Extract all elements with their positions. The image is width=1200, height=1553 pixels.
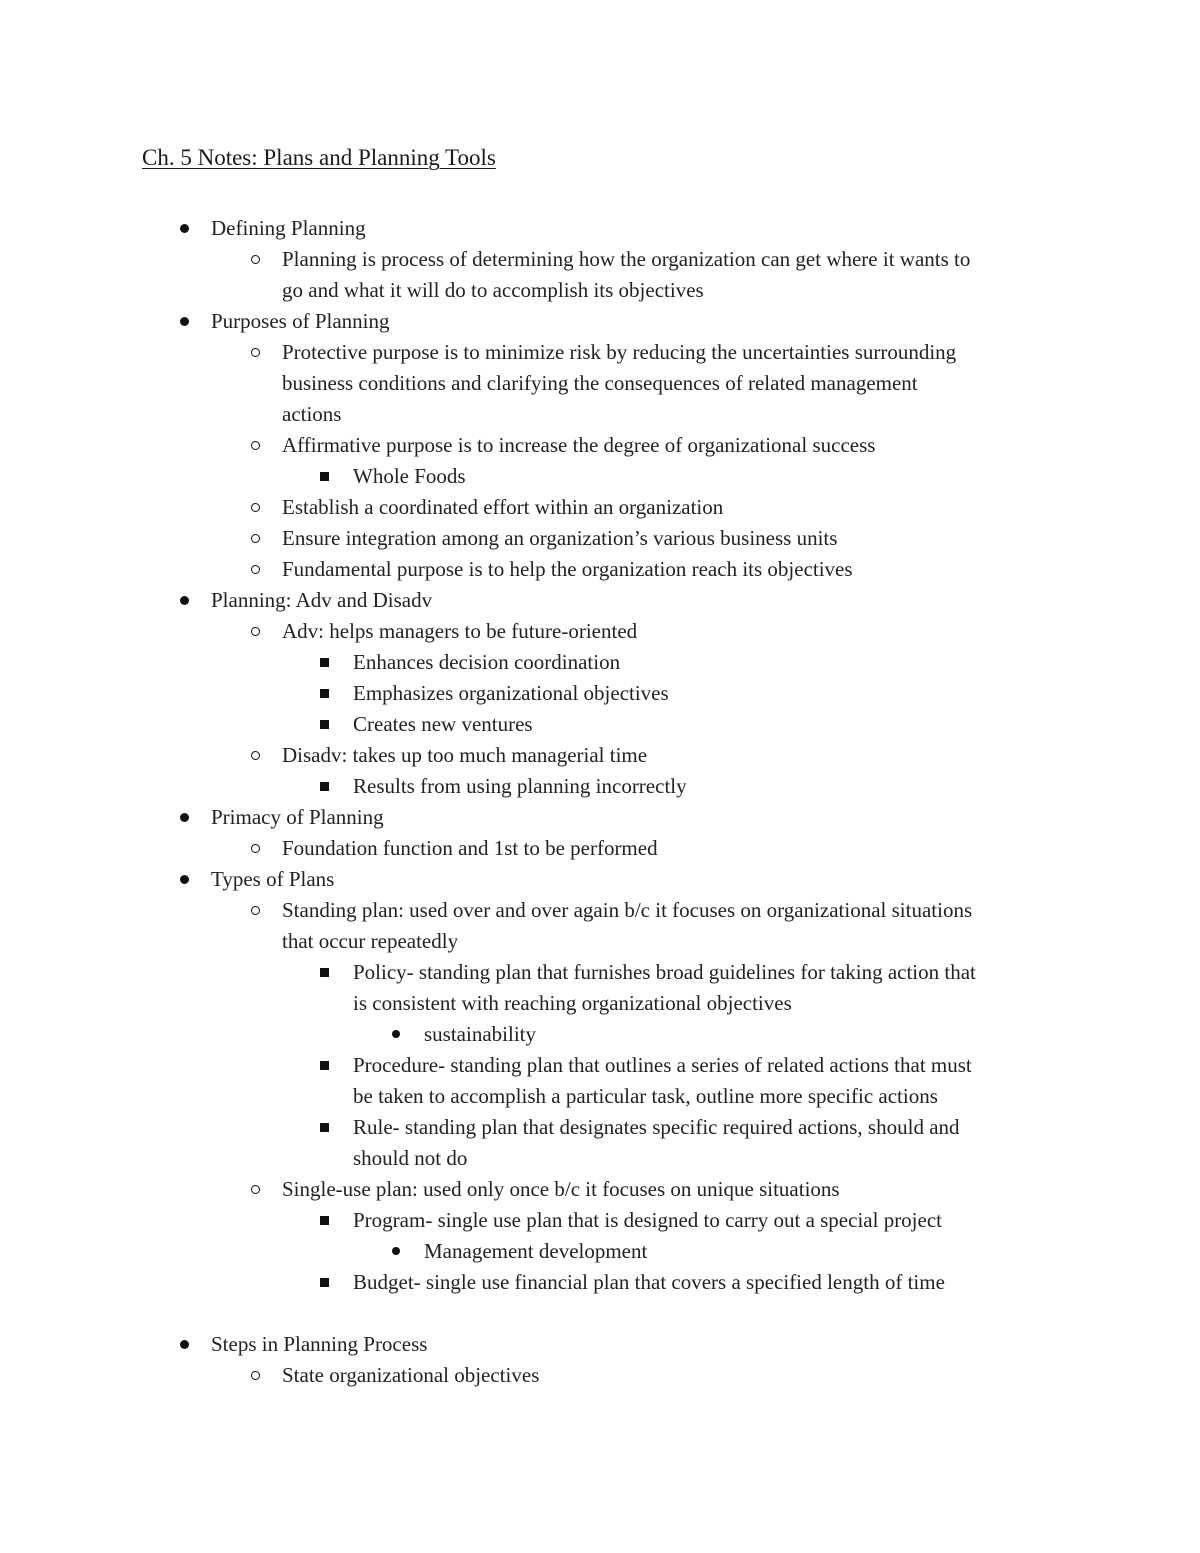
list-item-level-1: Planning: Adv and Disadv bbox=[211, 588, 433, 612]
list-item-level-2: State organizational objectives bbox=[282, 1363, 540, 1387]
list-item-continuation: business conditions and clarifying the consequences of related management bbox=[282, 371, 918, 395]
bullet-circle-icon bbox=[251, 751, 260, 760]
bullet-square-icon bbox=[320, 689, 329, 698]
list-item-level-3: Creates new ventures bbox=[353, 712, 533, 736]
list-item-level-2: Adv: helps managers to be future-oriented bbox=[282, 619, 638, 643]
bullet-disc-icon bbox=[180, 813, 189, 822]
list-item-level-1: Primacy of Planning bbox=[211, 805, 384, 829]
bullet-disc-icon bbox=[180, 596, 189, 605]
bullet-square-icon bbox=[320, 472, 329, 481]
list-item-continuation: should not do bbox=[353, 1146, 468, 1170]
bullet-circle-icon bbox=[251, 503, 260, 512]
bullet-disc-icon bbox=[180, 317, 189, 326]
bullet-square-icon bbox=[320, 720, 329, 729]
bullet-square-icon bbox=[320, 968, 329, 977]
list-item-level-4: sustainability bbox=[424, 1022, 536, 1046]
list-item-level-2: Disadv: takes up too much managerial time bbox=[282, 743, 648, 767]
bullet-circle-icon bbox=[251, 1185, 260, 1194]
bullet-square-icon bbox=[320, 1216, 329, 1225]
list-item-level-3: Enhances decision coordination bbox=[353, 650, 621, 674]
list-item-level-2: Protective purpose is to minimize risk by reducing the uncertainties surrounding bbox=[282, 340, 957, 364]
bullet-circle-icon bbox=[251, 348, 260, 357]
bullet-circle-icon bbox=[251, 255, 260, 264]
list-item-level-1: Purposes of Planning bbox=[211, 309, 390, 333]
bullet-disc-icon bbox=[180, 875, 189, 884]
bullet-circle-icon bbox=[251, 844, 260, 853]
list-item-continuation: go and what it will do to accomplish its objectives bbox=[282, 278, 704, 302]
list-item-level-1: Steps in Planning Process bbox=[211, 1332, 428, 1356]
bullet-circle-icon bbox=[251, 906, 260, 915]
list-item-level-3: Budget- single use financial plan that covers a specified length of time bbox=[353, 1270, 945, 1294]
bullet-circle-icon bbox=[251, 534, 260, 543]
list-item-level-3: Results from using planning incorrectly bbox=[353, 774, 687, 798]
list-item-level-2: Fundamental purpose is to help the organization reach its objectives bbox=[282, 557, 853, 581]
list-item-level-2: Planning is process of determining how the organization can get where it wants to bbox=[282, 247, 971, 271]
bullet-circle-icon bbox=[251, 1371, 260, 1380]
list-item-level-1: Defining Planning bbox=[211, 216, 366, 240]
bullet-square-icon bbox=[320, 782, 329, 791]
list-item-level-3: Procedure- standing plan that outlines a series of related actions that must bbox=[353, 1053, 972, 1077]
list-item-level-2: Affirmative purpose is to increase the degree of organizational success bbox=[282, 433, 876, 457]
list-item-level-1: Types of Plans bbox=[211, 867, 335, 891]
list-item-level-2: Single-use plan: used only once b/c it focuses on unique situations bbox=[282, 1177, 840, 1201]
bullet-disc-icon bbox=[180, 1340, 189, 1349]
bullet-disc-icon bbox=[392, 1030, 400, 1038]
page-title: Ch. 5 Notes: Plans and Planning Tools bbox=[142, 145, 496, 170]
list-item-continuation: be taken to accomplish a particular task, outline more specific actions bbox=[353, 1084, 938, 1108]
list-item-level-3: Policy- standing plan that furnishes broad guidelines for taking action that bbox=[353, 960, 976, 984]
bullet-square-icon bbox=[320, 658, 329, 667]
list-item-continuation: actions bbox=[282, 402, 342, 426]
bullet-square-icon bbox=[320, 1123, 329, 1132]
list-item-level-2: Standing plan: used over and over again b/c it focuses on organizational situations bbox=[282, 898, 973, 922]
list-item-level-2: Ensure integration among an organization’s various business units bbox=[282, 526, 838, 550]
bullet-square-icon bbox=[320, 1278, 329, 1287]
bullet-square-icon bbox=[320, 1061, 329, 1070]
list-item-level-4: Management development bbox=[424, 1239, 648, 1263]
bullet-disc-icon bbox=[392, 1247, 400, 1255]
bullet-disc-icon bbox=[180, 224, 189, 233]
list-item-level-3: Rule- standing plan that designates specific required actions, should and bbox=[353, 1115, 960, 1139]
list-item-continuation: is consistent with reaching organizational objectives bbox=[353, 991, 792, 1015]
list-item-level-2: Establish a coordinated effort within an organization bbox=[282, 495, 724, 519]
list-item-level-2: Foundation function and 1st to be performed bbox=[282, 836, 658, 860]
list-item-level-3: Program- single use plan that is designed to carry out a special project bbox=[353, 1208, 942, 1232]
bullet-circle-icon bbox=[251, 441, 260, 450]
bullet-circle-icon bbox=[251, 565, 260, 574]
list-item-level-3: Whole Foods bbox=[353, 464, 466, 488]
list-item-continuation: that occur repeatedly bbox=[282, 929, 459, 953]
list-item-level-3: Emphasizes organizational objectives bbox=[353, 681, 669, 705]
bullet-circle-icon bbox=[251, 627, 260, 636]
